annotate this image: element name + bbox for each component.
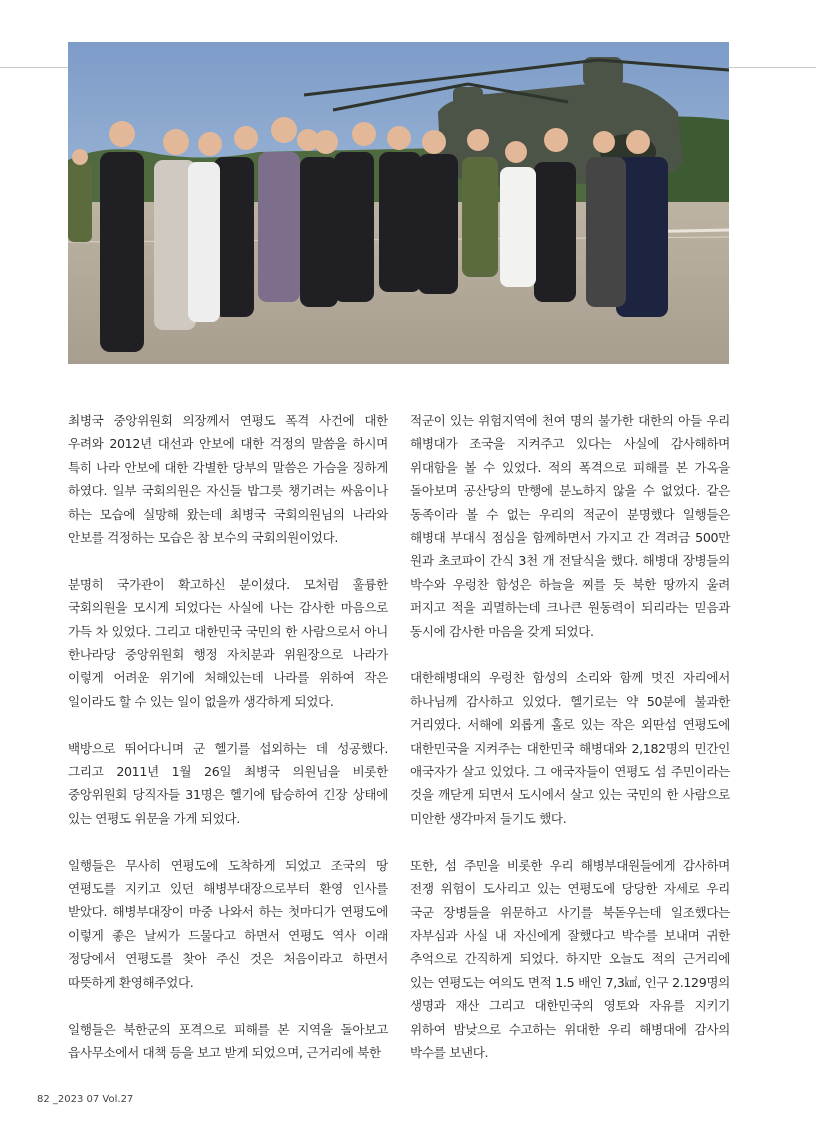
page-footer: 82 _2023 07 Vol.27 xyxy=(37,1094,134,1105)
right-text-column xyxy=(410,409,730,1064)
paragraph: 적군이 있는 위험지역에 천여 명의 불가한 대한의 아들 우리 해병대가 조국을 지켜주고 있다는 사실에 감사해하며 위대함을 볼 수 있었다. 적의 폭격으로 피해를 본 가옥을 돌아보며 공산당의 만행에 분노하지 않을 수 없었다. 같은 동족이라 볼 수 없는 우리의 적군이 분명했다 일행들은 해병대 부대식 점심을 함께하면서 가지고 간 격려금 500만 원과 초코파이 간식 3천 개 전달식을 했다. 해병대 장병들의 박수와 우렁찬 함성은 하늘을 찌를 듯 북한 땅까지 울려 퍼지고 적을 괴멸하는데 크나큰 원동력이 되리라는 믿음과 동시에 감사한 마음을 갖게 되었다. xyxy=(410,413,730,639)
left-text-column xyxy=(68,409,388,1064)
paragraph: 일행들은 북한군의 포격으로 피해를 본 지역을 돌아보고 읍사무소에서 대책 등을 보고 받게 되었으며, 근거리에 북한 xyxy=(68,1021,388,1060)
helicopter-group-image xyxy=(68,42,729,364)
group-photo xyxy=(68,42,729,364)
paragraph: 대한해병대의 우렁찬 함성의 소리와 함께 멋진 자리에서 하나님께 감사하고 있었다. 헬기로는 약 50분에 불과한 거리였다. 서해에 외롭게 홀로 있는 작은 외딴섬 연평도에 대한민국을 지켜주는 대한민국 해병대와 2,182명의 민간인 애국자가 살고 있었다. 그 애국자들이 연평도 섬 주민이라는 것을 깨닫게 되면서 도시에서 살고 있는 국민의 한 사람으로 미안한 생각마저 들기도 했다. xyxy=(410,670,730,826)
paragraph: 백방으로 뛰어다니며 군 헬기를 섭외하는 데 성공했다. 그리고 2011년 1월 26일 최병국 의원님을 비롯한 중앙위원회 당직자들 31명은 헬기에 탑승하여 긴장 상태에 있는 연평도 위문을 가게 되었다. xyxy=(68,740,388,826)
paragraph: 최병국 중앙위원회 의장께서 연평도 폭격 사건에 대한 우려와 2012년 대선과 안보에 대한 걱정의 말씀을 하시며 특히 나라 안보에 대한 각별한 당부의 말씀은 가슴을 징하게 하였다. 일부 국회의원은 자신들 밥그릇 챙기려는 싸움이나 하는 모습에 실망해 왔는데 최병국 국회의원님의 나라와 안보를 걱정하는 모습은 참 보수의 국회의원이었다. xyxy=(68,413,388,546)
paragraph: 분명히 국가관이 확고하신 분이셨다. 모처럼 훌륭한 국회의원을 모시게 되었다는 사실에 나는 감사한 마음으로 가득 차 있었다. 그리고 대한민국 국민의 한 사람으로서 아니 한나라당 중앙위원회 행정 자치분과 위원장으로 나라가 이렇게 어려운 위기에 처해있는데 나라를 위하여 작은 일이라도 할 수 있는 일이 없을까 생각하게 되었다. xyxy=(68,576,388,709)
paragraph: 또한, 섬 주민을 비롯한 우리 해병부대원들에게 감사하며 전쟁 위험이 도사리고 있는 연평도에 당당한 자세로 우리 국군 장병들을 위문하고 사기를 북돋우는데 일조했다는 자부심과 사실 내 자신에게 잘했다고 박수를 보내며 귀한 추억으로 간직하게 되었다. 하지만 오늘도 적의 근거리에 있는 연평도는 여의도 면적 1.5 배인 7,3㎢, 인구 2.129명의 생명과 재산 그리고 대한민국의 영토와 자유를 지키기 위하여 밤낮으로 수고하는 위대한 우리 해병대에 감사의 박수를 보낸다. xyxy=(410,857,730,1060)
paragraph: 일행들은 무사히 연평도에 도착하게 되었고 조국의 땅 연평도를 지키고 있던 해병부대장으로부터 환영 인사를 받았다. 해병부대장이 마중 나와서 하는 첫마디가 연평도에 이렇게 좋은 날씨가 드물다고 하면서 연평도 역사 이래 정당에서 연평도를 찾아 주신 것은 처음이라고 하면서 따뜻하게 환영해주었다. xyxy=(68,857,388,990)
